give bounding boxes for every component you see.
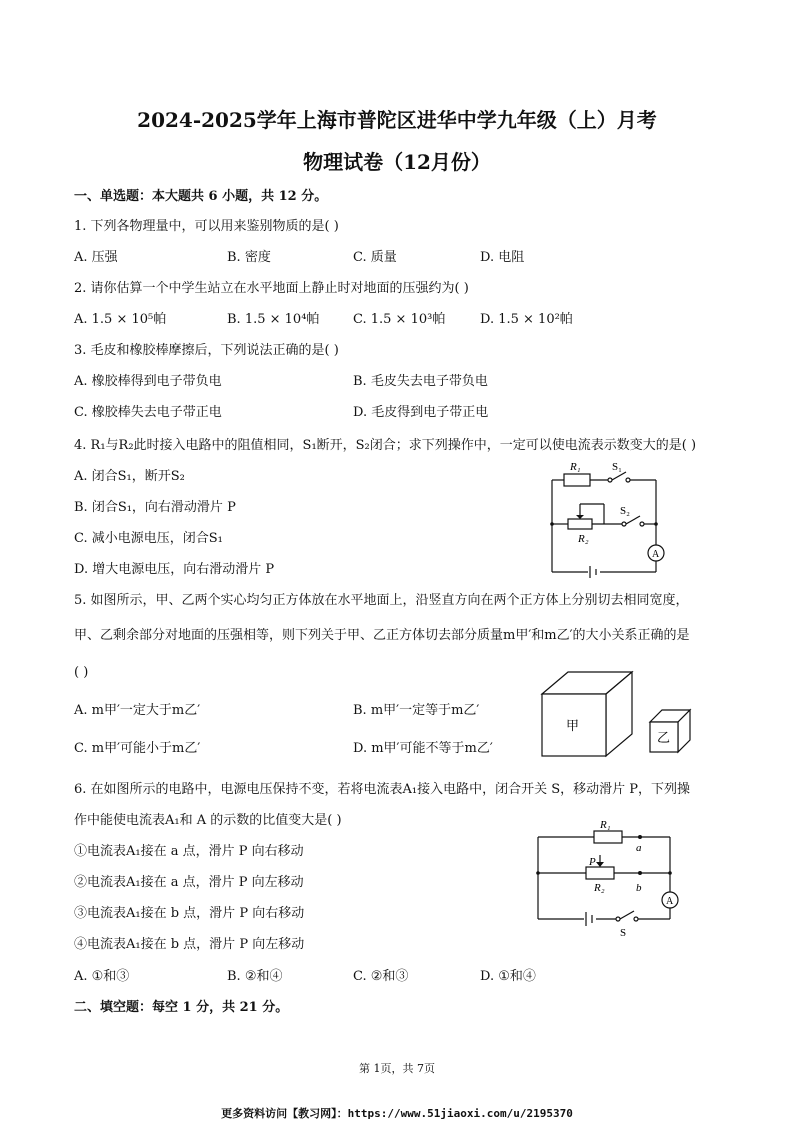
- q6-fig-point-b-label: b: [636, 882, 642, 894]
- q1-option-a: A. 压强: [74, 250, 118, 265]
- q1-option-d: D. 电阻: [480, 250, 525, 265]
- q4-fig-r1-label: R₁: [570, 461, 581, 473]
- q3-option-b: B. 毛皮失去电子带负电: [353, 374, 488, 389]
- q6-fig-slider-p-label: P: [589, 856, 596, 868]
- source-link[interactable]: 更多资料访问【教习网】：https://www.51jiaoxi.com/u/2195370: [221, 1107, 573, 1120]
- q5-option-c: C. m甲′可能小于m乙′: [74, 741, 201, 756]
- q6-fig-switch-s-label: S: [620, 927, 627, 939]
- q4-fig-r2-label: R₂: [578, 533, 589, 545]
- q4-option-d: D. 增大电源电压，向右滑动滑片 P: [74, 562, 275, 577]
- q6-item-3: ③电流表A₁接在 b 点，滑片 P 向右移动: [74, 906, 305, 921]
- q4-stem: 4. R₁与R₂此时接入电路中的阻值相同，S₁断开，S₂闭合；求下列操作中，一定可以使电流表示数变大的是( ): [74, 438, 697, 453]
- q5-option-b: B. m甲′一定等于m乙′: [353, 703, 480, 718]
- q6-fig-ammeter-label: A: [666, 896, 674, 907]
- q4-fig-s2-label: S₂: [620, 505, 630, 517]
- q5-stem-line2: 甲、乙剩余部分对地面的压强相等，则下列关于甲、乙正方体切去部分质量m甲′和m乙′的大小关系正确的是: [74, 628, 690, 643]
- exam-title-line2: 物理试卷（12月份）: [303, 150, 491, 174]
- q5-cubes-figure: [540, 668, 700, 786]
- q4-fig-s1-label: S₁: [612, 461, 622, 473]
- q5-fig-cube-jia-label: 甲: [566, 718, 580, 733]
- q2-option-b: B. 1.5 × 10⁴帕: [227, 312, 320, 327]
- q4-option-c: C. 减小电源电压，闭合S₁: [74, 531, 223, 546]
- q3-option-a: A. 橡胶棒得到电子带负电: [74, 374, 222, 389]
- q1-stem: 1. 下列各物理量中，可以用来鉴别物质的是( ): [74, 219, 339, 234]
- q2-stem: 2. 请你估算一个中学生站立在水平地面上静止时对地面的压强约为( ): [74, 281, 469, 296]
- q6-circuit-figure: [530, 815, 690, 940]
- q6-stem-line2: 作中能使电流表A₁和 A 的示数的比值变大是( ): [74, 813, 342, 828]
- q6-fig-r2-label: R₂: [594, 882, 605, 894]
- q6-option-b: B. ②和④: [227, 969, 283, 984]
- q4-circuit-figure: [540, 458, 675, 583]
- q6-option-d: D. ①和④: [480, 969, 536, 984]
- q5-stem-line1: 5. 如图所示，甲、乙两个实心均匀正方体放在水平地面上，沿竖直方向在两个正方体上分别切去相同宽度，: [74, 593, 689, 608]
- q2-option-d: D. 1.5 × 10²帕: [480, 312, 573, 327]
- q2-option-a: A. 1.5 × 10⁵帕: [74, 312, 167, 327]
- q6-item-4: ④电流表A₁接在 b 点，滑片 P 向左移动: [74, 937, 305, 952]
- page-number: 第 1页，共 7页: [359, 1062, 435, 1075]
- q2-option-c: C. 1.5 × 10³帕: [353, 312, 446, 327]
- q5-option-d: D. m甲′可能不等于m乙′: [353, 741, 493, 756]
- q6-item-1: ①电流表A₁接在 a 点，滑片 P 向右移动: [74, 844, 304, 859]
- q3-stem: 3. 毛皮和橡胶棒摩擦后，下列说法正确的是( ): [74, 343, 339, 358]
- q6-fig-point-a-label: a: [636, 842, 642, 854]
- section2-heading: 二、填空题：每空 1 分，共 21 分。: [74, 1000, 289, 1015]
- q5-option-a: A. m甲′一定大于m乙′: [74, 703, 201, 718]
- q6-item-2: ②电流表A₁接在 a 点，滑片 P 向左移动: [74, 875, 304, 890]
- q4-option-b: B. 闭合S₁，向右滑动滑片 P: [74, 500, 236, 515]
- q3-option-c: C. 橡胶棒失去电子带正电: [74, 405, 222, 420]
- q6-fig-r1-label: R₁: [600, 819, 611, 831]
- q6-option-c: C. ②和③: [353, 969, 409, 984]
- q3-option-d: D. 毛皮得到电子带正电: [353, 405, 489, 420]
- section1-heading: 一、单选题：本大题共 6 小题，共 12 分。: [74, 189, 328, 204]
- q1-option-b: B. 密度: [227, 250, 271, 265]
- q6-option-a: A. ①和③: [74, 969, 130, 984]
- q4-fig-ammeter-label: A: [652, 549, 660, 560]
- q5-stem-line3: ( ): [74, 665, 89, 680]
- q1-option-c: C. 质量: [353, 250, 397, 265]
- exam-title-line1: 2024-2025学年上海市普陀区进华中学九年级（上）月考: [137, 108, 657, 132]
- q5-fig-cube-yi-label: 乙: [657, 730, 671, 745]
- q4-option-a: A. 闭合S₁，断开S₂: [74, 469, 185, 484]
- q6-stem-line1: 6. 在如图所示的电路中，电源电压保持不变，若将电流表A₁接入电路中，闭合开关 S，移动滑片 P，下列操: [74, 782, 691, 797]
